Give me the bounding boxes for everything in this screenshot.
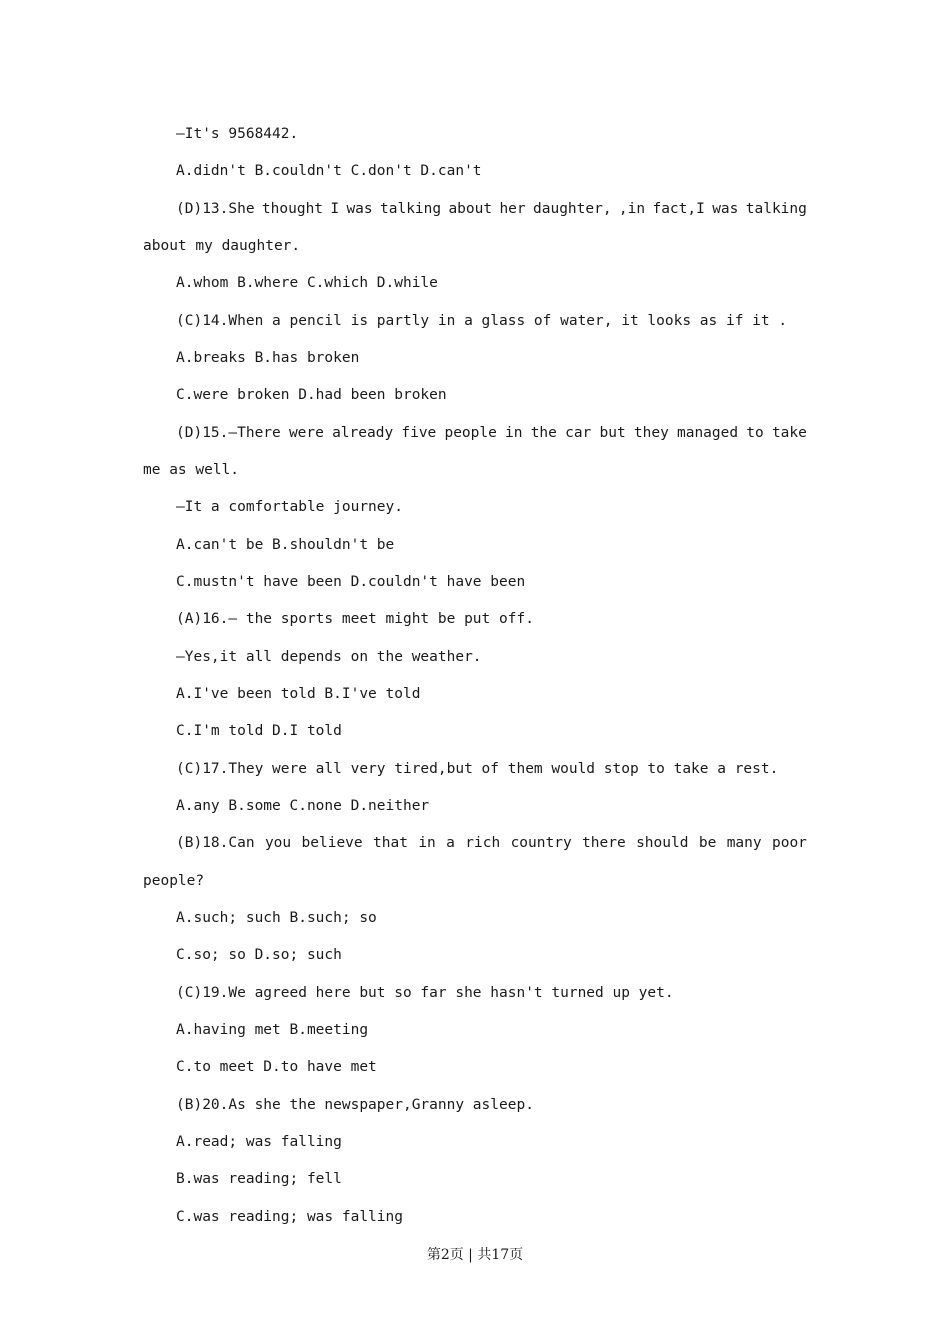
word: five (401, 425, 437, 441)
word: in (505, 425, 523, 441)
word: managed (676, 425, 739, 441)
word: a (446, 835, 455, 851)
word: (B)18.Can (176, 835, 255, 851)
question-14: (C)14.When a pencil is partly in a glass of water, it looks as if it . (176, 313, 788, 329)
options-line: A.read; was falling (176, 1134, 342, 1150)
word: car (565, 425, 592, 441)
question-18-continued: people? (143, 873, 205, 889)
word: was (712, 201, 739, 217)
question-13 (176, 199, 807, 219)
word: daughter, (533, 201, 612, 217)
question-13-continued: about my daughter. (143, 238, 301, 254)
question-15 (176, 423, 807, 443)
word: should (636, 835, 689, 851)
word: fact,I (652, 201, 705, 217)
word: country (510, 835, 572, 851)
word: talking (745, 201, 807, 217)
word: I (330, 201, 340, 217)
options-line: C.to meet D.to have met (176, 1059, 377, 1075)
word: but (599, 425, 626, 441)
question-15-continued: me as well. (143, 462, 240, 478)
dialogue-line: —Yes,it all depends on the weather. (176, 649, 482, 665)
dialogue-line: —It a comfortable journey. (176, 499, 403, 515)
word: the (530, 425, 557, 441)
word: (D)15.—There (176, 425, 281, 441)
options-line: A.didn't B.couldn't C.don't D.can't (176, 163, 482, 179)
word: ,in (618, 201, 646, 217)
question-19: (C)19.We agreed here but so far she hasn't turned up yet. (176, 985, 674, 1001)
word: were (288, 425, 324, 441)
options-line: C.was reading; was falling (176, 1209, 403, 1225)
word: take (771, 425, 807, 441)
question-16: (A)16.— the sports meet might be put off. (176, 611, 534, 627)
options-line: C.were broken D.had been broken (176, 387, 447, 403)
options-line: A.whom B.where C.which D.while (176, 275, 438, 291)
word: already (332, 425, 394, 441)
options-line: C.I'm told D.I told (176, 723, 342, 739)
word: that (373, 835, 408, 851)
word: talking (380, 201, 442, 217)
question-18 (176, 833, 807, 853)
word: to (746, 425, 764, 441)
word: thought (261, 201, 324, 217)
options-line: C.mustn't have been D.couldn't have been (176, 574, 526, 590)
page-footer: 第2页 | 共17页 (426, 1247, 524, 1263)
options-line: B.was reading; fell (176, 1171, 342, 1187)
options-line: C.so; so D.so; such (176, 947, 342, 963)
word: there (582, 835, 626, 851)
word: you (264, 835, 292, 851)
word: they (633, 425, 669, 441)
question-20: (B)20.As she the newspaper,Granny asleep. (176, 1097, 534, 1113)
word: her (499, 201, 526, 217)
options-line: A.can't be B.shouldn't be (176, 537, 395, 553)
word: rich (465, 835, 501, 851)
word: in (418, 835, 436, 851)
word: be (698, 835, 717, 851)
word: (D)13.She (176, 201, 255, 217)
question-17: (C)17.They were all very tired,but of them would stop to take a rest. (176, 761, 779, 777)
options-line: A.I've been told B.I've told (176, 686, 421, 702)
word: many (726, 835, 762, 851)
word: poor (771, 835, 807, 851)
word: about (448, 201, 493, 217)
options-line: A.having met B.meeting (176, 1022, 369, 1038)
options-line: A.such; such B.such; so (176, 910, 377, 926)
word: believe (301, 835, 363, 851)
answer-line: —It's 9568442. (176, 126, 299, 142)
options-line: A.breaks B.has broken (176, 350, 360, 366)
word: people (444, 425, 497, 441)
word: was (346, 201, 373, 217)
options-line: A.any B.some C.none D.neither (176, 798, 430, 814)
